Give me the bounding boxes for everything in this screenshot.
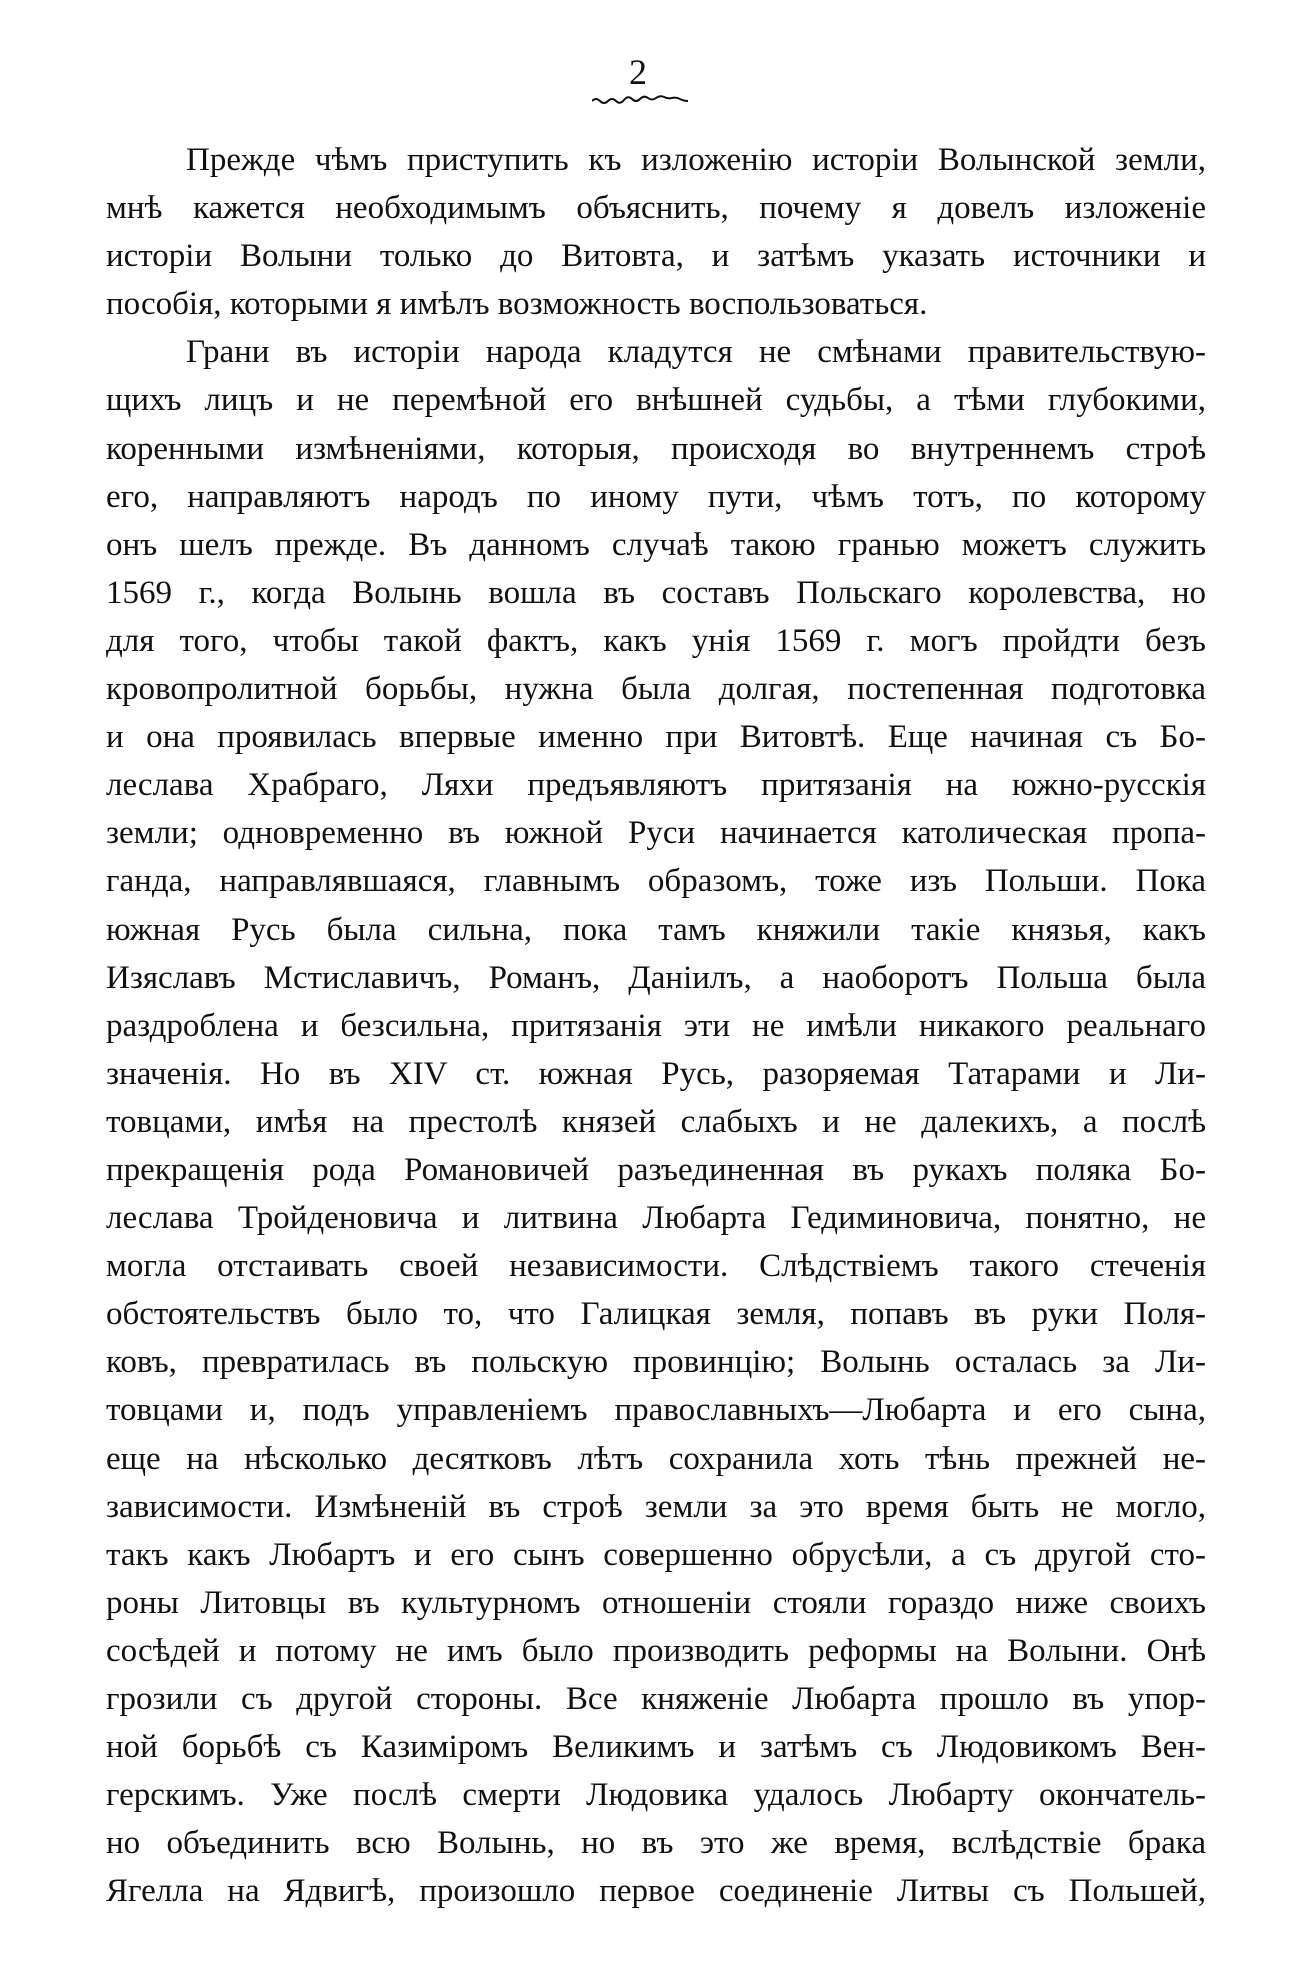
text-line: щихъ лицъ и не перемѣной его внѣшней судьбы, а тѣми глубокими, — [106, 382, 1206, 419]
text-line: товцами и, подъ управленіемъ православныхъ—Любарта и его сына, — [106, 1392, 1206, 1429]
text-line: но объединить всю Волынь, но въ это же время, вслѣдствіе брака — [106, 1825, 1206, 1862]
text-line: грозили съ другой стороны. Все княженіе Любарта прошло въ упор- — [106, 1681, 1206, 1717]
text-line: кровопролитной борьбы, нужна была долгая, постепенная подготовка — [106, 671, 1206, 708]
text-line: товцами, имѣя на престолѣ князей слабыхъ и не далекихъ, а послѣ — [106, 1103, 1206, 1140]
text-line: леслава Тройденовича и литвина Любарта Гедиминовича, понятно, не — [106, 1200, 1206, 1237]
text-line: такъ какъ Любартъ и его сынъ совершенно обрусѣли, а съ другой сто- — [106, 1536, 1206, 1573]
text-line: Грани въ исторіи народа кладутся не смѣнами правительствую- — [186, 334, 1206, 371]
text-line: Ягелла на Ядвигѣ, произошло первое соединеніе Литвы съ Польшей, — [106, 1873, 1206, 1910]
text-line: раздроблена и безсильна, притязанія эти не имѣли никакого реальнаго — [106, 1007, 1206, 1044]
text-line: герскимъ. Уже послѣ смерти Людовика удалось Любарту окончатель- — [106, 1777, 1206, 1814]
text-line: ной борьбѣ съ Казиміромъ Великимъ и затѣмъ съ Людовикомъ Вен- — [106, 1729, 1206, 1766]
wavy-ornament — [592, 94, 688, 104]
text-line: еще на нѣсколько десятковъ лѣтъ сохранила хоть тѣнь прежней не- — [106, 1440, 1206, 1477]
text-line: Изяславъ Мстиславичъ, Романъ, Даніилъ, а наоборотъ Польша была — [106, 959, 1206, 996]
text-line: пособія, которыми я имѣлъ возможность воспользоваться. — [106, 286, 928, 323]
text-line: роны Литовцы въ культурномъ отношеніи стояли гораздо ниже своихъ — [106, 1584, 1206, 1621]
text-line: для того, чтобы такой фактъ, какъ унія 1569 г. могъ пройдти безъ — [106, 622, 1206, 659]
text-line: земли; одновременно въ южной Руси начинается католическая пропа- — [106, 815, 1206, 852]
text-line: мнѣ кажется необходимымъ объяснить, почему я довелъ изложеніе — [106, 190, 1206, 227]
text-line: леслава Храбраго, Ляхи предъявляютъ притязанія на южно-русскія — [106, 767, 1206, 804]
text-line: обстоятельствъ было то, что Галицкая земля, попавъ въ руки Поля- — [106, 1296, 1206, 1333]
text-line: 1569 г., когда Волынь вошла въ составъ Польскаго королевства, но — [106, 574, 1206, 611]
text-line: его, направляютъ народъ по иному пути, чѣмъ тотъ, по которому — [106, 478, 1206, 515]
text-line: ганда, направлявшаяся, главнымъ образомъ, тоже изъ Польши. Пока — [106, 863, 1206, 900]
page-number: 2 — [629, 52, 647, 92]
text-line: коренными измѣненіями, которыя, происходя во внутреннемъ строѣ — [106, 430, 1206, 467]
text-line: и она проявилась впервые именно при Витовтѣ. Еще начиная съ Бо- — [106, 719, 1206, 756]
text-line: значенія. Но въ XIV ст. южная Русь, разоряемая Татарами и Ли- — [106, 1055, 1206, 1092]
text-line: онъ шелъ прежде. Въ данномъ случаѣ такою гранью можетъ служить — [106, 526, 1206, 563]
text-line: могла отстаивать своей независимости. Слѣдствіемъ такого стеченія — [106, 1248, 1206, 1285]
text-line: южная Русь была сильна, пока тамъ княжили такіе князья, какъ — [106, 911, 1206, 948]
text-line: Прежде чѣмъ приступить къ изложенію исторіи Волынской земли, — [186, 142, 1206, 178]
text-line: исторіи Волыни только до Витовта, и затѣмъ указать источники и — [106, 238, 1206, 275]
text-line: ковъ, превратилась въ польскую провинцію; Волынь осталась за Ли- — [106, 1344, 1206, 1381]
text-line: зависимости. Измѣненій въ строѣ земли за это время быть не могло, — [106, 1488, 1206, 1525]
text-line: прекращенія рода Романовичей разъединенная въ рукахъ поляка Бо- — [106, 1151, 1206, 1188]
body-text — [106, 136, 1206, 1915]
text-line: сосѣдей и потому не имъ было производить реформы на Волыни. Онѣ — [106, 1632, 1206, 1669]
